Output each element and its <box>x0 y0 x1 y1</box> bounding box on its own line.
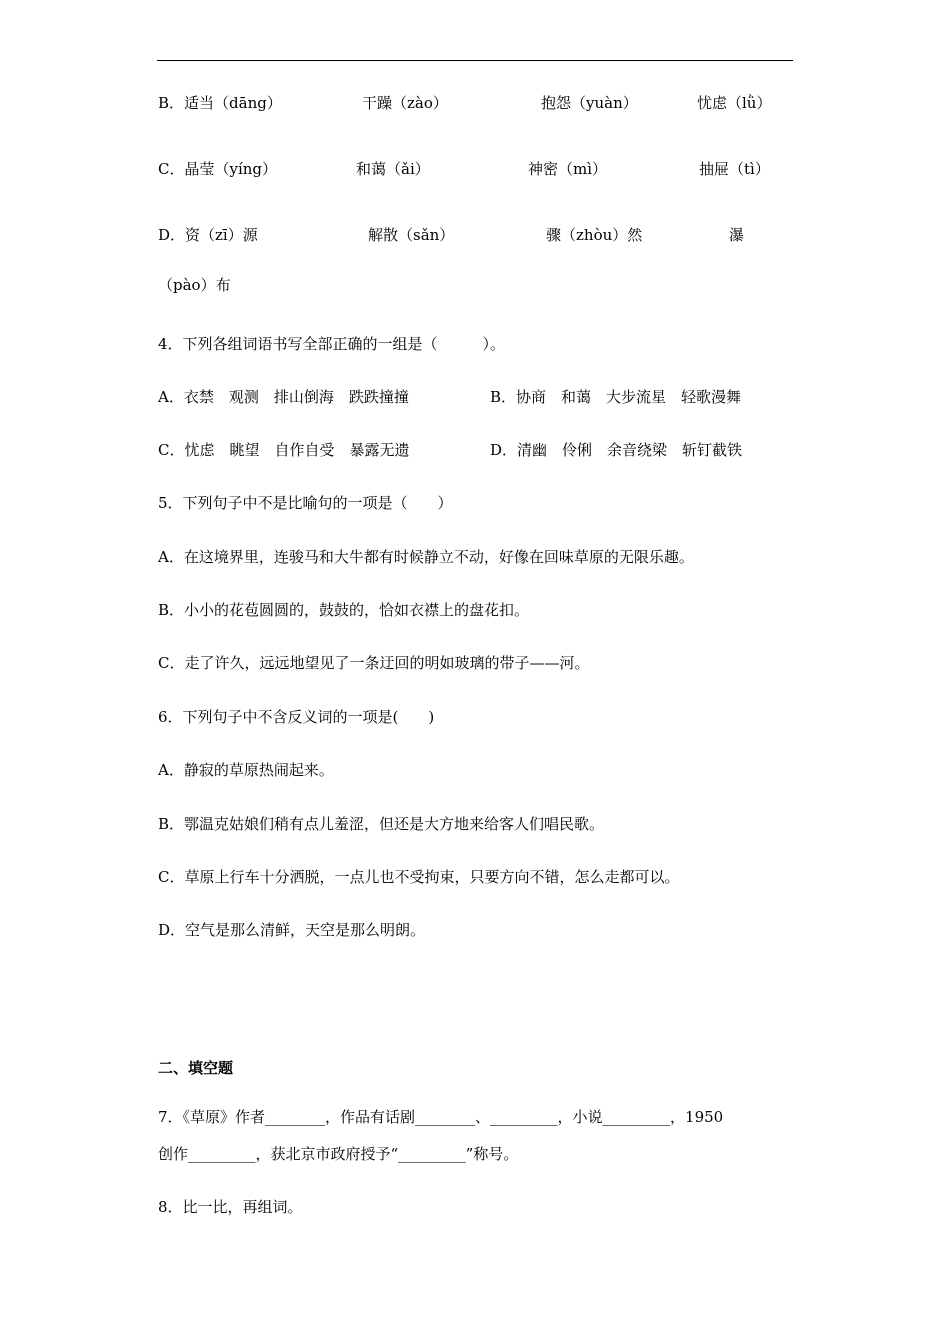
q3-option-d-continued: （pào）布 <box>158 276 231 294</box>
q4-stem: 4．下列各组词语书写全部正确的一组是（ ）。 <box>158 335 506 353</box>
section-heading-fill-blank: 二、填空题 <box>158 1059 234 1077</box>
q5-stem: 5．下列句子中不是比喻句的一项是（ ） <box>158 494 453 512</box>
q3-option-b-1: B．适当（dāng） <box>158 94 282 112</box>
q4-option-d: D．清幽 伶俐 余音绕梁 斩钉截铁 <box>490 441 743 459</box>
q5-option-b: B．小小的花苞圆圆的，鼓鼓的，恰如衣襟上的盘花扣。 <box>158 601 530 619</box>
header-rule <box>157 60 793 61</box>
q6-stem: 6．下列句子中不含反义词的一项是( ) <box>158 708 435 726</box>
q5-option-c: C．走了许久，远远地望见了一条迂回的明如玻璃的带子——河。 <box>158 654 590 672</box>
q7-line-1: 7．《草原》作者________，作品有话剧________、_________，小说_________，1950 <box>158 1108 724 1126</box>
q5-option-a: A．在这境界里，连骏马和大牛都有时候静立不动，好像在回味草原的无限乐趣。 <box>158 548 694 566</box>
q6-option-c: C．草原上行车十分洒脱，一点儿也不受拘束，只要方向不错，怎么走都可以。 <box>158 868 680 886</box>
q3-option-b-4: 忧虑（lǜ） <box>697 94 772 112</box>
q6-option-b: B．鄂温克姑娘们稍有点儿羞涩，但还是大方地来给客人们唱民歌。 <box>158 815 605 833</box>
q4-option-a: A．衣禁 观测 排山倒海 跌跌撞撞 <box>158 388 409 406</box>
q6-option-d: D．空气是那么清鲜，天空是那么明朗。 <box>158 921 426 939</box>
q3-option-c-2: 和蔼（ǎi） <box>356 160 430 178</box>
q3-option-c-3: 神密（mì） <box>528 160 608 178</box>
q4-option-b: B．协商 和蔼 大步流星 轻歌漫舞 <box>490 388 742 406</box>
q7-line-2: 创作_________，获北京市政府授予“_________”称号。 <box>158 1145 519 1163</box>
q3-option-c-1: C．晶莹（yíng） <box>158 160 278 178</box>
q6-option-a: A．静寂的草原热闹起来。 <box>158 761 334 779</box>
q3-option-d-4: 瀑 <box>729 226 745 244</box>
q3-option-b-3: 抱怨（yuàn） <box>541 94 638 112</box>
q3-option-d-2: 解散（sǎn） <box>368 226 455 244</box>
q3-option-d-3: 骤（zhòu）然 <box>546 226 643 244</box>
q3-option-c-4: 抽屉（tì） <box>699 160 770 178</box>
q3-option-b-2: 干躁（zào） <box>362 94 448 112</box>
q3-option-d-1: D．资（zī）源 <box>158 226 258 244</box>
q4-option-c: C．忧虑 眺望 自作自受 暴露无遗 <box>158 441 410 459</box>
q8-stem: 8．比一比，再组词。 <box>158 1198 303 1216</box>
